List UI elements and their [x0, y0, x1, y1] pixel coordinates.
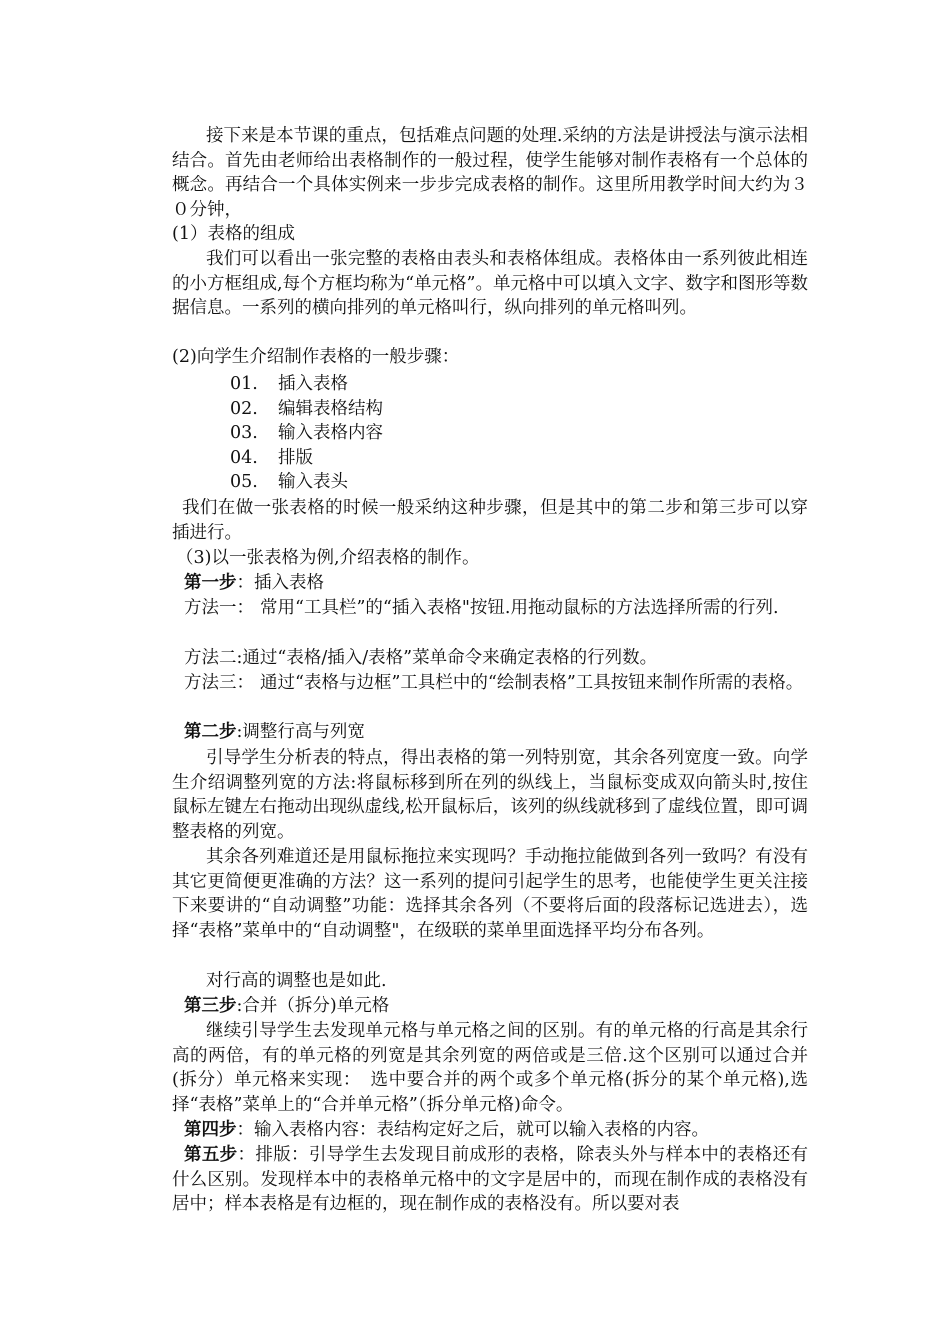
- step-text: 输入表头: [278, 472, 348, 492]
- list-item: [230, 397, 383, 422]
- step-number: 03.: [230, 423, 258, 443]
- section-heading-2: (2)向学生介绍制作表格的一般步骤：: [172, 347, 460, 367]
- step-text: 排版: [278, 447, 313, 468]
- step-two-heading: [172, 720, 808, 745]
- row-height-paragraph: 对行高的调整也是如此.: [206, 971, 387, 991]
- step-one-title: ：插入表格: [236, 573, 324, 593]
- step-three-label: 第三步: [184, 996, 237, 1016]
- intro-paragraph: 接下来是本节课的重点，包括难点问题的处理.采纳的方法是讲授法与演示法相结合。首先由老师给出表格制作的一般过程，使学生能够对制作表格有一个总体的概念。再结合一个具体实例来一步步完成表格的制作。这里所用教学时间大约为３０分钟，: [172, 126, 808, 220]
- step-number: 05.: [230, 472, 258, 492]
- method-two: 方法二:通过“表格/插入/表格”菜单命令来确定表格的行列数。: [184, 648, 658, 668]
- method-one-label: 方法一：: [184, 598, 254, 618]
- step-four-label: 第四步: [184, 1120, 237, 1140]
- step-four-paragraph: [172, 1118, 808, 1143]
- list-item: [230, 446, 383, 471]
- step-five-label: 第五步: [184, 1145, 238, 1165]
- auto-adjust-paragraph: 其余各列难道还是用鼠标拖拉来实现吗？手动拖拉能做到各列一致吗？有没有其它更简便更准确的方法？这一系列的提问引起学生的思考，也能使学生更关注接下来要讲的“自动调整”功能：选择其余各列（不要将后面的段落标记选进去），选择“表格”菜单中的“自动调整"，在级联的菜单里面选择平均分布各列。: [172, 847, 808, 941]
- list-item: [230, 372, 383, 397]
- step-number: 02.: [230, 398, 258, 419]
- step-four-text: ：输入表格内容：表结构定好之后，就可以输入表格的内容。: [236, 1120, 709, 1140]
- step-three-title: :合并（拆分)单元格: [236, 996, 390, 1016]
- step-text: 输入表格内容: [278, 423, 383, 443]
- method-one: [184, 596, 808, 621]
- step-five-text: ：排版：引导学生去发现目前成形的表格，除表头外与样本中的表格还有什么区别。发现样本中的表格单元格中的文字是居中的，而现在制作成的表格没有居中；样本表格是有边框的，现在制作成的表格没有。所以要对表: [172, 1145, 808, 1214]
- step-three-heading: [172, 994, 808, 1019]
- step-text: 插入表格: [278, 374, 348, 394]
- method-one-text: 常用“工具栏”的“插入表格"按钮.用拖动鼠标的方法选择所需的行列.: [260, 598, 779, 618]
- method-three-text: 通过“表格与边框”工具栏中的“绘制表格”工具按钮来制作所需的表格。: [260, 673, 804, 693]
- merge-cells-paragraph: 继续引导学生去发现单元格与单元格之间的区别。有的单元格的行高是其余行高的两倍，有的单元格的列宽是其余列宽的两倍或是三倍.这个区别可以通过合并(拆分）单元格来实现： 选中要合并的两个或多个单元格(拆分的某个单元格),选择“表格”菜单上的“合并单元格”（拆分单元格)命令。: [172, 1021, 808, 1115]
- table-composition-paragraph: 我们可以看出一张完整的表格由表头和表格体组成。表格体由一系列彼此相连的小方框组成,每个方框均称为“单元格”。单元格中可以填入文字、数字和图形等数据信息。一系列的横向排列的单元格叫行，纵向排列的单元格叫列。: [172, 249, 808, 318]
- step-two-title: :调整行高与列宽: [236, 722, 365, 742]
- step-text: 编辑表格结构: [278, 398, 383, 419]
- step-two-label: 第二步: [184, 722, 237, 742]
- step-number: 04.: [230, 447, 258, 468]
- list-item: [230, 421, 383, 446]
- method-three-label: 方法三：: [184, 673, 254, 693]
- column-width-paragraph: 引导学生分析表的特点，得出表格的第一列特别宽，其余各列宽度一致。向学生介绍调整列宽的方法:将鼠标移到所在列的纵线上，当鼠标变成双向箭头时,按住鼠标左键左右拖动出现纵虚线,松开鼠标后，该列的纵线就移到了虚线位置，即可调整表格的列宽。: [172, 748, 808, 842]
- step-one-heading: [172, 571, 808, 596]
- list-item: [230, 470, 383, 495]
- section-heading-3: （3)以一张表格为例,介绍表格的制作。: [176, 548, 480, 568]
- steps-list: [230, 372, 383, 495]
- step-number: 01.: [230, 374, 258, 394]
- step-one-label: 第一步: [184, 573, 237, 593]
- method-three: [184, 671, 808, 696]
- step-five-paragraph: [172, 1143, 808, 1217]
- section-heading-1: (1）表格的组成: [172, 224, 295, 244]
- steps-note-paragraph: 我们在做一张表格的时候一般采纳这种步骤，但是其中的第二步和第三步可以穿插进行。: [172, 498, 808, 543]
